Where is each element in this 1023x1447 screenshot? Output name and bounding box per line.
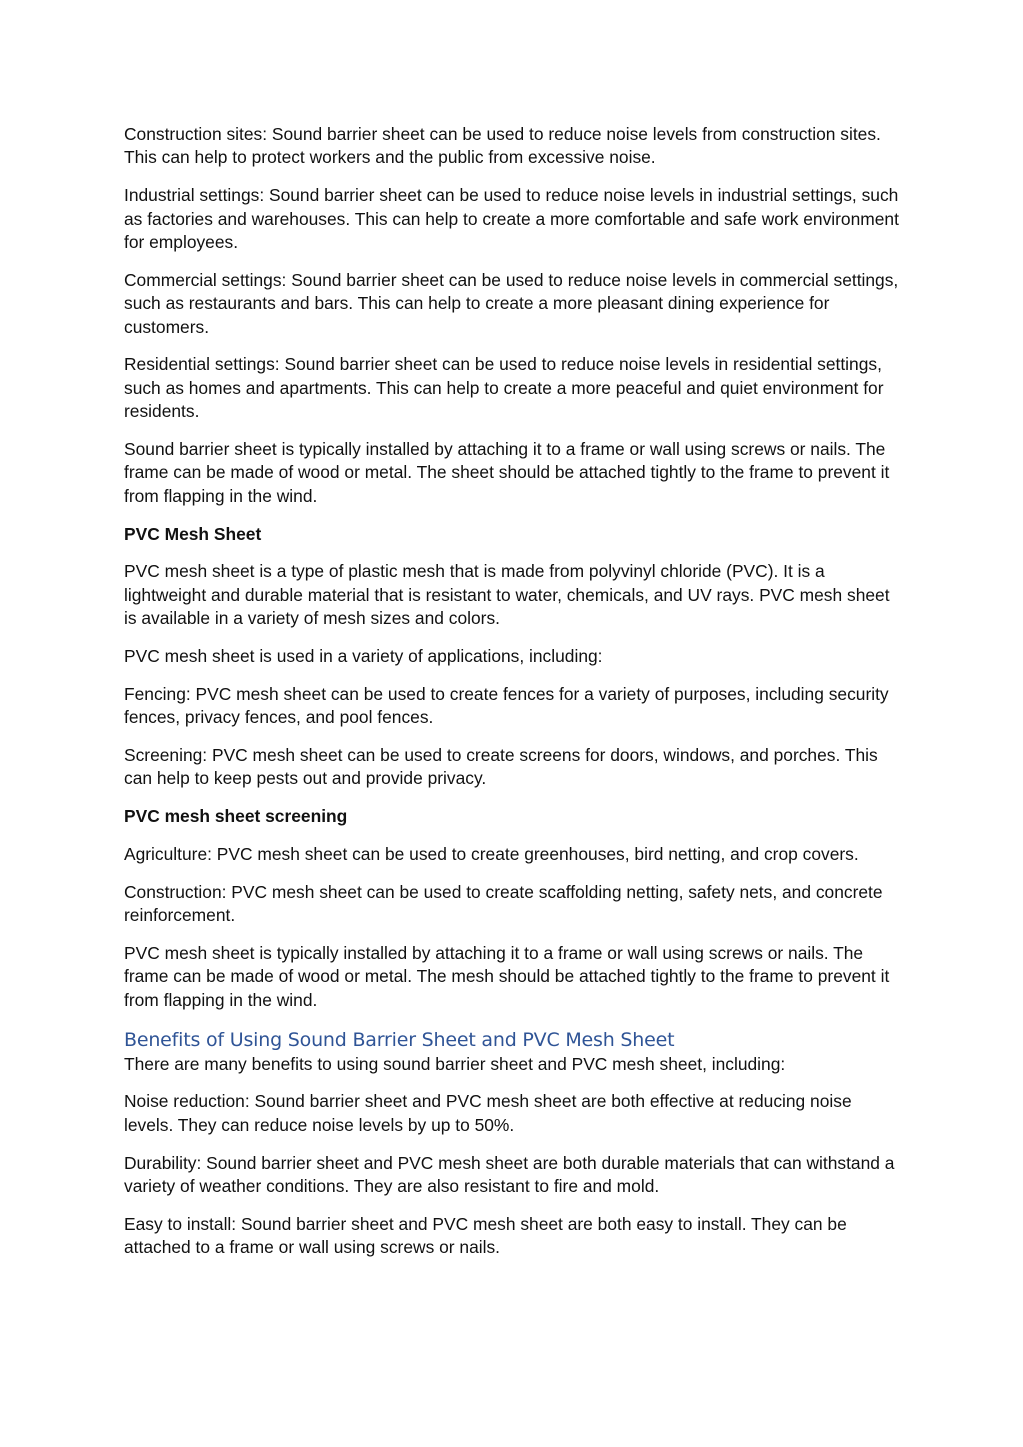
paragraph-pvc-screening: Screening: PVC mesh sheet can be used to create screens for doors, windows, and porches. This can help to keep pests out and provide privacy.	[124, 745, 878, 789]
paragraph-benefits-intro: There are many benefits to using sound barrier sheet and PVC mesh sheet, including:	[124, 1053, 786, 1074]
paragraph-construction-sites: Construction sites: Sound barrier sheet can be used to reduce noise levels from construction sites. This can help to protect workers and the public from excessive noise.	[124, 124, 881, 168]
paragraph-pvc-definition: PVC mesh sheet is a type of plastic mesh that is made from polyvinyl chloride (PVC). It is a lightweight and durable material that is resistant to water, chemicals, and UV rays. PVC mesh sheet is available in a variety of mesh sizes and colors.	[124, 561, 890, 629]
paragraph-pvc-agriculture: Agriculture: PVC mesh sheet can be used to create greenhouses, bird netting, and crop covers.	[124, 844, 859, 865]
heading-benefits: Benefits of Using Sound Barrier Sheet and PVC Mesh Sheet	[124, 1028, 675, 1051]
paragraph-sound-barrier-installation: Sound barrier sheet is typically installed by attaching it to a frame or wall using screws or nails. The frame can be made of wood or metal. The sheet should be attached tightly to the frame to prevent it from flapping in the wind.	[124, 439, 890, 506]
paragraph-commercial-settings: Commercial settings: Sound barrier sheet can be used to reduce noise levels in commercial settings, such as restaurants and bars. This can help to create a more pleasant dining experience for customers.	[124, 269, 899, 337]
paragraph-pvc-installation: PVC mesh sheet is typically installed by attaching it to a frame or wall using screws or nails. The frame can be made of wood or metal. The mesh should be attached tightly to the frame to prevent it from flapping in the wind.	[124, 943, 890, 1010]
heading-pvc-mesh-sheet: PVC Mesh Sheet	[124, 523, 262, 544]
paragraph-industrial-settings: Industrial settings: Sound barrier sheet can be used to reduce noise levels in industrial settings, such as factories and warehouses. This can help to create a more comfortable and safe work environment for employees.	[124, 185, 899, 253]
heading-pvc-mesh-sheet-screening: PVC mesh sheet screening	[124, 806, 348, 827]
document-page	[124, 123, 904, 1274]
paragraph-benefit-noise-reduction: Noise reduction: Sound barrier sheet and PVC mesh sheet are both effective at reducing noise levels. They can reduce noise levels by up to 50%.	[124, 1091, 852, 1135]
paragraph-pvc-applications-intro: PVC mesh sheet is used in a variety of applications, including:	[124, 646, 603, 667]
paragraph-pvc-construction: Construction: PVC mesh sheet can be used to create scaffolding netting, safety nets, and concrete reinforcement.	[124, 881, 883, 926]
paragraph-benefit-durability: Durability: Sound barrier sheet and PVC mesh sheet are both durable materials that can withstand a variety of weather conditions. They are also resistant to fire and mold.	[124, 1152, 895, 1197]
paragraph-benefit-easy-install: Easy to install: Sound barrier sheet and PVC mesh sheet are both easy to install. They can be attached to a frame or wall using screws or nails.	[124, 1213, 847, 1258]
paragraph-residential-settings: Residential settings: Sound barrier sheet can be used to reduce noise levels in residential settings, such as homes and apartments. This can help to create a more peaceful and quiet environment for residents.	[124, 354, 884, 422]
paragraph-pvc-fencing: Fencing: PVC mesh sheet can be used to create fences for a variety of purposes, including security fences, privacy fences, and pool fences.	[124, 683, 889, 728]
